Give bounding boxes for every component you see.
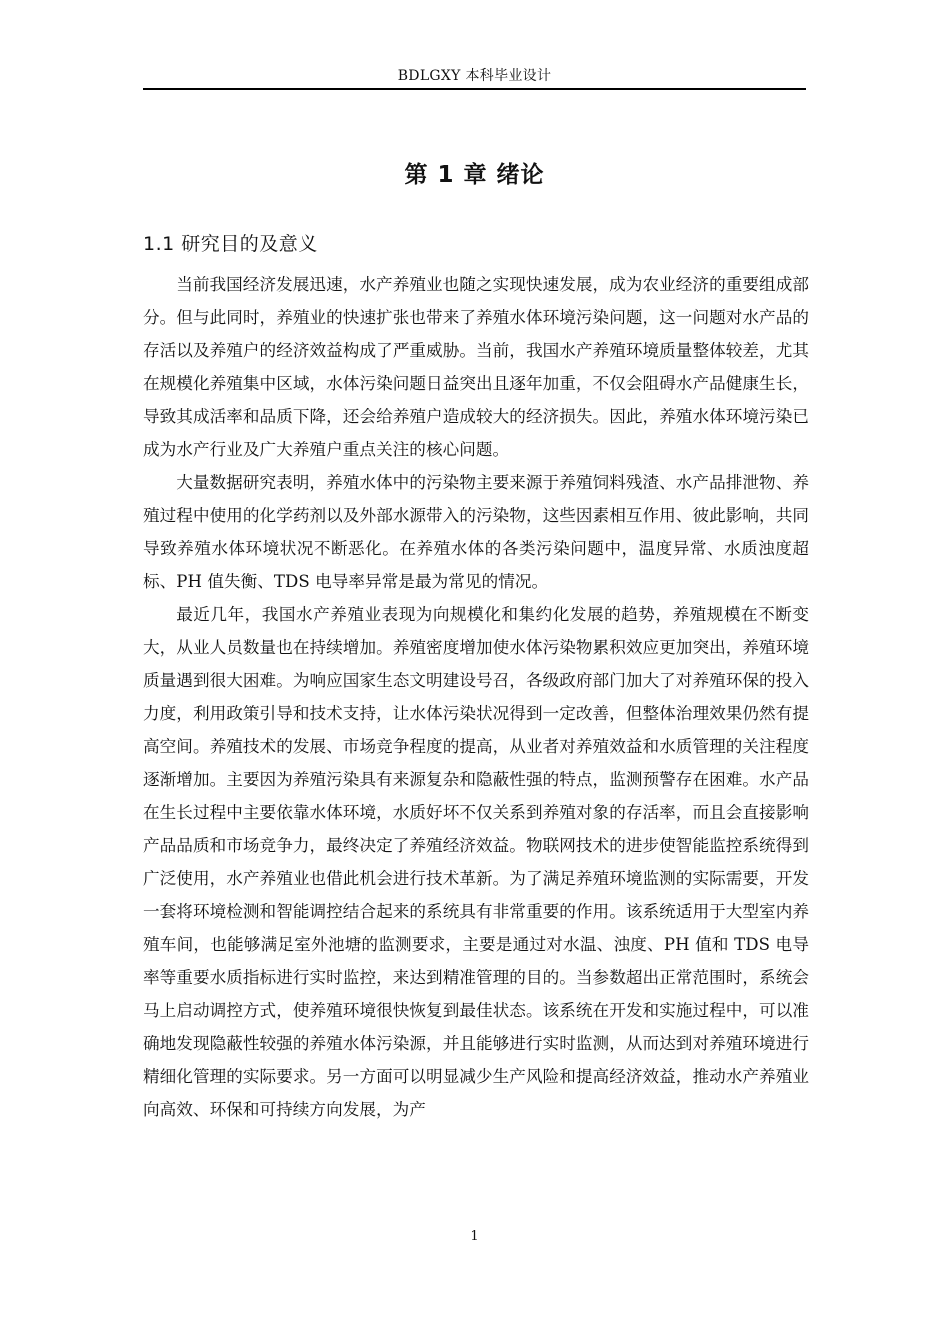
chapter-title: 第 1 章 绪论 [404, 162, 545, 188]
paragraph-3: 最近几年，我国水产养殖业表现为向规模化和集约化发展的趋势，养殖规模在不断变大，从业人员数量也在持续增加。养殖密度增加使水体污染物累积效应更加突出，养殖环境质量遇到很大困难。为响应国家生态文明建设号召，各级政府部门加大了对养殖环保的投入力度，利用政策引导和技术支持，让水体污染状况得到一定改善，但整体治理效果仍然有提高空间。养殖技术的发展、市场竞争程度的提高，从业者对养殖效益和水质管理的关注程度逐渐增加。主要因为养殖污染具有来源复杂和隐蔽性强的特点，监测预警存在困难。水产品在生长过程中主要依靠水体环境，水质好坏不仅关系到养殖对象的存活率，而且会直接影响产品品质和市场竞争力，最终决定了养殖经济效益。物联网技术的进步使智能监控系统得到广泛使用，水产养殖业也借此机会进行技术革新。为了满足养殖环境监测的实际需要，开发一套将环境检测和智能调控结合起来的系统具有非常重要的作用。该系统适用于大型室内养殖车间，也能够满足室外池塘的监测要求，主要是通过对水温、浊度、PH 值和 TDS 电导率等重要水质指标进行实时监控，来达到精准管理的目的。当参数超出正常范围时，系统会马上启动调控方式，使养殖环境很快恢复到最佳状态。该系统在开发和实施过程中，可以准确地发现隐蔽性较强的养殖水体污染源，并且能够进行实时监测，从而达到对养殖环境进行精细化管理的实际要求。另一方面可以明显减少生产风险和提高经济效益，推动水产养殖业向高效、环保和可持续方向发展，为产 [143, 605, 809, 1119]
paragraph-2: 大量数据研究表明，养殖水体中的污染物主要来源于养殖饲料残渣、水产品排泄物、养殖过程中使用的化学药剂以及外部水源带入的污染物，这些因素相互作用、彼此影响，共同导致养殖水体环境状况不断恶化。在养殖水体的各类污染问题中，温度异常、水质浊度超标、PH 值失衡、TDS 电导率异常是最为常见的情况。 [143, 473, 809, 591]
header-divider [143, 88, 806, 90]
running-header: BDLGXY 本科毕业设计 [397, 68, 552, 84]
paragraph-1: 当前我国经济发展迅速，水产养殖业也随之实现快速发展，成为农业经济的重要组成部分。但与此同时，养殖业的快速扩张也带来了养殖水体环境污染问题，这一问题对水产品的存活以及养殖户的经济效益构成了严重威胁。当前，我国水产养殖环境质量整体较差，尤其在规模化养殖集中区域，水体污染问题日益突出且逐年加重，不仅会阻碍水产品健康生长，导致其成活率和品质下降，还会给养殖户造成较大的经济损失。因此，养殖水体环境污染已成为水产行业及广大养殖户重点关注的核心问题。 [143, 275, 809, 459]
body-text [143, 268, 809, 1126]
page-number: 1 [470, 1229, 479, 1244]
section-title: 1.1 研究目的及意义 [143, 233, 318, 255]
